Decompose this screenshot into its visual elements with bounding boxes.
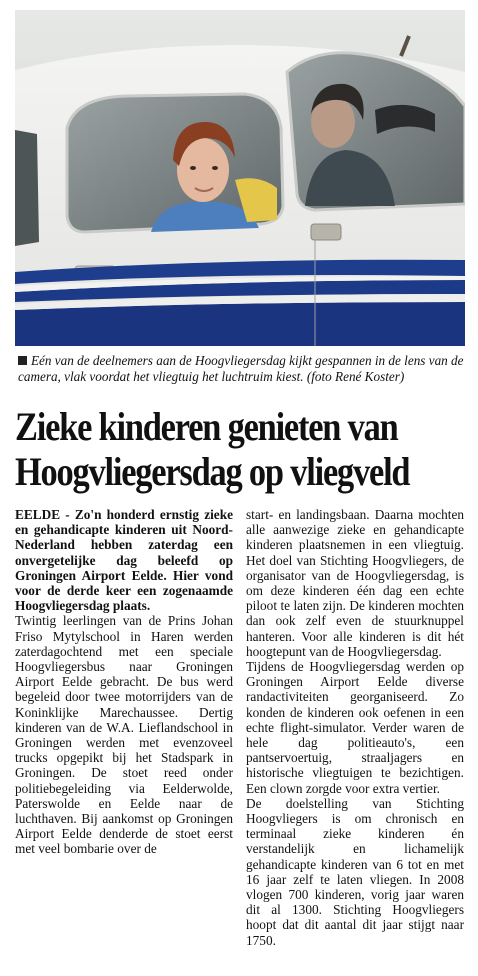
headline-line-2: Hoogvliegersdag op vliegveld [15,449,410,494]
headline-line-1: Zieke kinderen genieten van [15,404,398,449]
airplane-photo [15,10,465,346]
article-paragraph-1: Twintig leerlingen van de Prins Johan Friso Mytylschool in Haren werden zaterdagochtend met een speciale Hoogvliegersbus naar Groningen Airport Eelde gebracht. De bus werd begeleid door twee motorrijders van de Koninklijke Marechaussee. Dertig kinderen van de W.A. Lieflandschool in Groningen werden met evenzoveel trucks opgepikt bij het Stadspark in Groningen. De stoet reed onder politiebegeleiding via Eelderwolde, Paterswolde en Eelde naar de luchthaven. Bij aankomst op Groningen Airport Eelde denderde de stoet eerst met veel bombarie over de [15,613,233,857]
article-photo [15,10,465,346]
article-headline [15,404,471,494]
article-paragraph-1-continued: start- en landingsbaan. Daarna mochten alle aanwezige zieke en gehandicapte kinderen plaatsnemen in een vliegtuig. Het doel van Stichting Hoogvliegers, de organisator van de Hoogvliegersdag, is om deze kinderen één dag een echte piloot te laten zijn. De kinderen mochten dan ook zelf even de stuurknuppel hanteren. Voor alle kinderen is dit hét hoogtepunt van de Hoogvliegersdag. [246,507,464,659]
caption-text: Eén van de deelnemers aan de Hoogvliegersdag kijkt gespannen in de lens van de camera, vlak voordat het vliegtuig het luchtruim kiest. (foto René Koster) [18,353,464,384]
article-lead: EELDE - Zo'n honderd ernstig zieke en gehandicapte kinderen uit Noord-Nederland hebben zaterdag een onvergetelijke dag beleefd op Groningen Airport Eelde. Hier vond voor de derde keer een zogenaamde Hoogvliegersdag plaats. [15,507,233,614]
article-paragraph-3: De doelstelling van Stichting Hoogvliegers is om chronisch en terminaal zieke kinderen én verstandelijk en lichamelijk gehandicapte kinderen van 6 tot en met 16 jaar zelf te laten vliegen. In 2008 vlogen 700 kinderen, vorig jaar waren dit al 1300. Stichting Hoogvliegers hoopt dat dit aantal dit jaar stijgt naar 1750. [246,795,464,948]
article-column-1 [15,507,233,857]
caption-bullet-icon [18,356,27,365]
article-paragraph-2: Tijdens de Hoogvliegersdag werden op Groningen Airport Eelde diverse randactiviteiten georganiseerd. Zo konden de kinderen ook oefenen in een echte flight-simulator. Verder waren de hele dag politieauto's, een pantservoertuig, straaljagers en historische vliegtuigen te bezichtigen. Een clown zorgde voor extra vertier. [246,659,464,796]
photo-caption [18,353,466,384]
article-column-2 [246,507,464,948]
